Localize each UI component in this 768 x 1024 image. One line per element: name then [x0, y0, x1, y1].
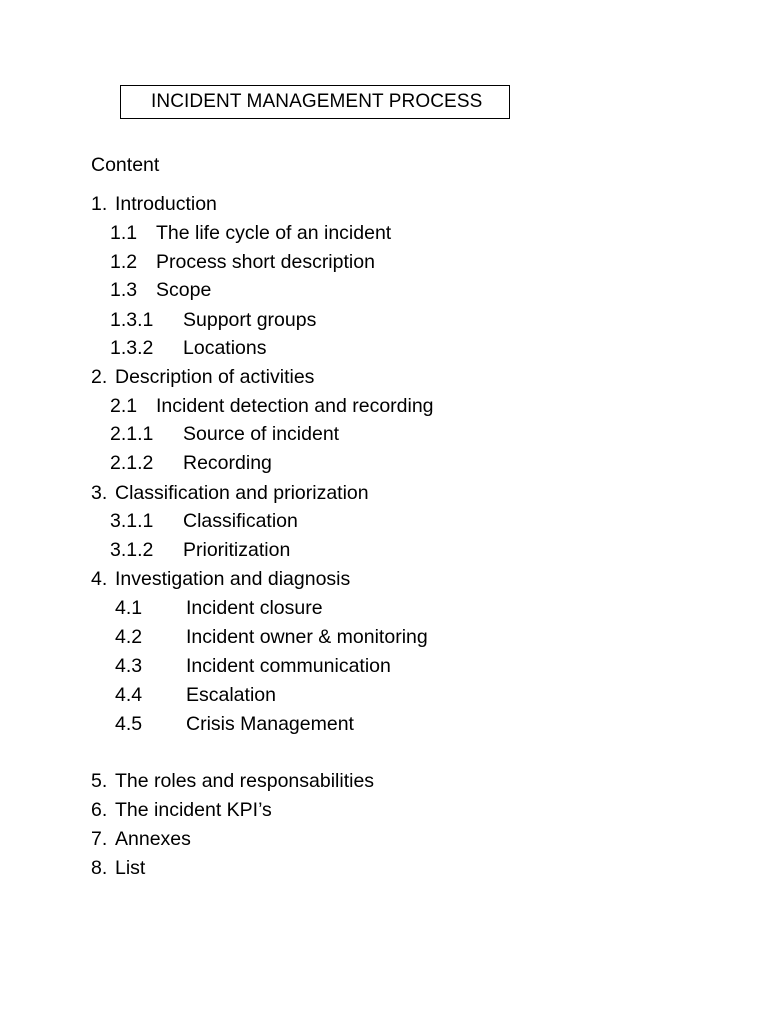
- toc-entry-text: Source of incident: [183, 423, 340, 445]
- toc-entry-text: Recording: [183, 452, 272, 474]
- toc-entry-number: 4.3: [115, 655, 143, 677]
- toc-entry-number: 8.: [91, 857, 108, 879]
- toc-entry-text: Description of activities: [115, 366, 315, 388]
- toc-entry-number: 4.: [91, 568, 108, 590]
- toc-entry-number: 3.1.1: [110, 510, 154, 532]
- toc-entry-text: Incident communication: [186, 655, 391, 677]
- toc-entry-text: Classification and priorization: [115, 482, 369, 504]
- toc-entry-text: Incident detection and recording: [156, 395, 434, 417]
- toc-entry-text: Locations: [183, 337, 267, 359]
- toc-entry-number: 4.5: [115, 713, 143, 735]
- toc-entry-text: Incident closure: [186, 597, 323, 619]
- document-title: INCIDENT MANAGEMENT PROCESS: [151, 91, 483, 112]
- toc-entry-number: 4.2: [115, 626, 143, 648]
- toc-entry-number: 1.3.1: [110, 309, 154, 331]
- toc-entry-text: Crisis Management: [186, 713, 354, 735]
- toc-entry-text: Support groups: [183, 309, 317, 331]
- toc-heading: Content: [91, 154, 160, 176]
- toc-entry-text: Investigation and diagnosis: [115, 568, 351, 590]
- toc-entry-number: 1.3: [110, 279, 138, 301]
- toc-entry-number: 2.: [91, 366, 108, 388]
- toc-entry-text: Introduction: [115, 193, 217, 215]
- toc-entry-text: Escalation: [186, 684, 276, 706]
- toc-entry-text: The incident KPI’s: [115, 799, 272, 821]
- toc-entry-number: 4.1: [115, 597, 143, 619]
- toc-entry-text: The life cycle of an incident: [156, 222, 392, 244]
- toc-entry-text: Scope: [156, 279, 212, 301]
- toc-entry-text: List: [115, 857, 146, 879]
- toc-entry-number: 6.: [91, 799, 108, 821]
- toc-entry-text: Annexes: [115, 828, 191, 850]
- toc-entry-number: 1.2: [110, 251, 138, 273]
- toc-entry-text: The roles and responsabilities: [115, 770, 375, 792]
- toc-entry-text: Process short description: [156, 251, 375, 273]
- toc-entry-text: Classification: [183, 510, 298, 532]
- toc-entry-text: Prioritization: [183, 539, 291, 561]
- toc-entry-number: 2.1.1: [110, 423, 154, 445]
- toc-entry-number: 3.: [91, 482, 108, 504]
- toc-entry-number: 1.1: [110, 222, 138, 244]
- toc-entry-number: 1.3.2: [110, 337, 154, 359]
- toc-entry-number: 2.1.2: [110, 452, 154, 474]
- toc-entry-number: 5.: [91, 770, 108, 792]
- toc-entry-number: 4.4: [115, 684, 143, 706]
- toc-entry-number: 3.1.2: [110, 539, 154, 561]
- toc-entry-text: Incident owner & monitoring: [186, 626, 428, 648]
- toc-entry-number: 7.: [91, 828, 108, 850]
- toc-entry-number: 2.1: [110, 395, 138, 417]
- toc-entry-number: 1.: [91, 193, 108, 215]
